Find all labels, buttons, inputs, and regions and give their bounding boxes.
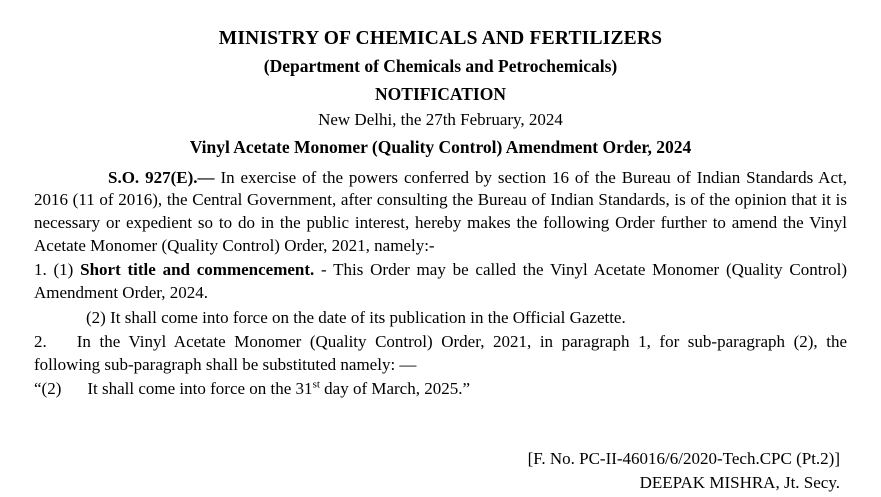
clause-1-text: - This Order may be called the Vinyl Acetate Monomer (Quality Control) Amendment Order, 2024. [34, 260, 848, 302]
clause-1-number: 1. (1) [34, 260, 81, 280]
so-number: S.O. 927(E).— [108, 167, 215, 187]
clause-1-subclause-2: (2) It shall come into force on the date of its publication in the Official Gazette. [86, 307, 626, 327]
substituted-superscript: st [312, 378, 320, 391]
substituted-text-post: day of March, 2025.” [319, 379, 471, 399]
clause-1-heading: Short title and commencement. [80, 260, 315, 280]
substituted-text-pre: It shall come into force on the 31 [87, 379, 313, 399]
order-title: Vinyl Acetate Monomer (Quality Control) Amendment Order, 2024 [189, 136, 692, 157]
preamble-text: In exercise of the powers conferred by section 16 of the Bureau of Indian Standards Act, 2016 (11 of 2016), the Central Government, after consulting the Bureau of Indian Standards, is of the opinion that it is necessary or expedient so to do in the public interest, hereby makes the following Order further to amend the Vinyl Acetate Monomer (Quality Control) Order, 2021, namely:- [34, 167, 847, 255]
clause-1-paragraph [34, 259, 847, 304]
notification-label: NOTIFICATION [375, 83, 506, 104]
substituted-subparagraph [34, 378, 847, 401]
place-and-date: New Delhi, the 27th February, 2024 [318, 109, 563, 129]
department-heading: (Department of Chemicals and Petrochemicals) [263, 56, 618, 77]
file-number: [F. No. PC-II-46016/6/2020-Tech.CPC (Pt.2)] [527, 448, 840, 468]
clause-2-number: 2. [34, 332, 47, 352]
signatory-name: DEEPAK MISHRA, Jt. Secy. [639, 473, 840, 493]
clause-2-text: In the Vinyl Acetate Monomer (Quality Control) Order, 2021, in paragraph 1, for sub-paragraph (2), the following sub-paragraph shall be substituted namely: — [34, 332, 847, 374]
substituted-number: “(2) [34, 379, 62, 399]
preamble-paragraph [34, 167, 847, 257]
clause-2-paragraph [34, 331, 847, 376]
signature-spacer [34, 403, 847, 449]
ministry-heading: MINISTRY OF CHEMICALS AND FERTILIZERS [218, 28, 663, 49]
